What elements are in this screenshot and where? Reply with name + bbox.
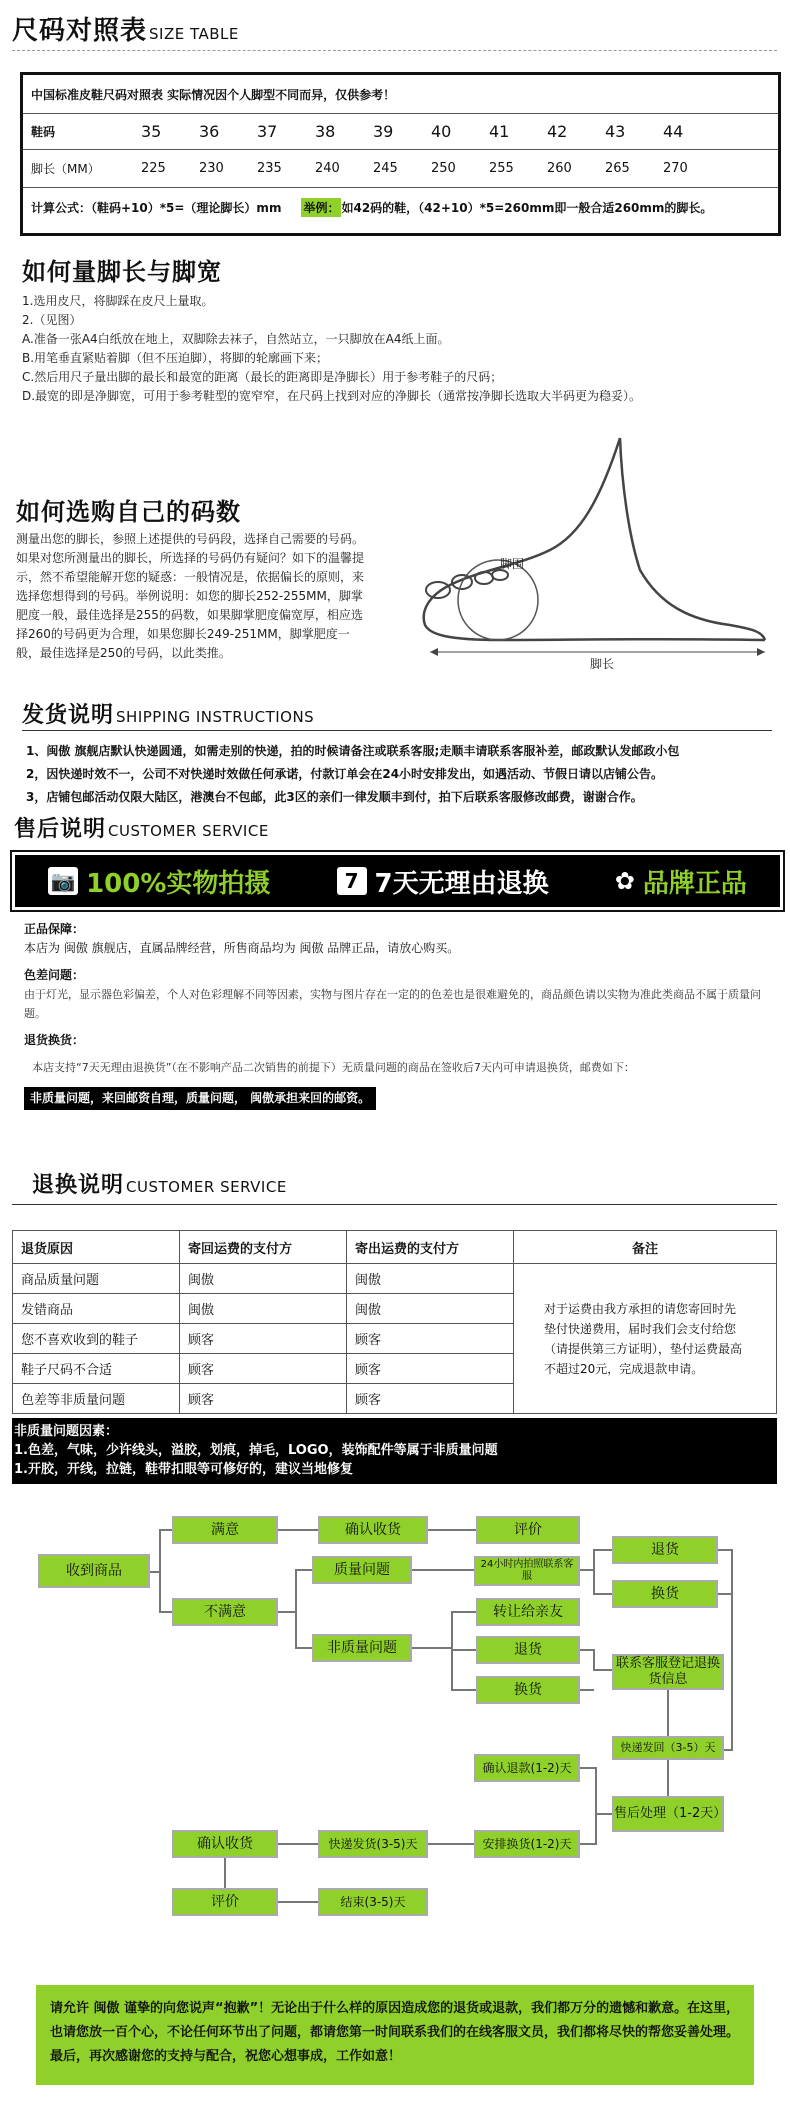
shipping-list [26, 740, 786, 809]
genuine-title: 正品保障： [24, 922, 85, 936]
flow-review: 评价 [476, 1516, 580, 1544]
size-cell: 39 [373, 121, 394, 141]
formula-row [23, 187, 778, 227]
table-remark: 对于运费由我方承担的请您寄回时先垫付快递费用，届时我们会支付给您（请提供第三方证明），垫付运费最高不超过20元，完成退款申请。 [514, 1264, 777, 1414]
table-header-cell: 退货原因 [13, 1231, 180, 1264]
size-cell: 44 [663, 121, 684, 141]
measure-line: D.最宽的即是净脚宽，可用于参考鞋型的宽窄窄，在尺码上找到对应的净脚长（通常按净脚长选取大半码更为稳妥）。 [22, 389, 642, 403]
flow-return: 退货 [612, 1536, 718, 1564]
flow-exchange: 换货 [612, 1580, 718, 1608]
length-cell: 250 [431, 160, 456, 176]
length-cell: 260 [547, 160, 572, 176]
measure-line: 1.选用皮尺，将脚踩在皮尺上量取。 [22, 294, 214, 308]
length-cell: 235 [257, 160, 282, 176]
flow-confirm-receipt: 确认收货 [318, 1516, 428, 1544]
choose-text: 测量出您的脚长，参照上述提供的号码段，选择自己需要的号码。如果对您所测量出的脚长，所选择的号码仍有疑问？如下的温馨提示，然不希望能解开您的疑惑：一般情况是，依据偏长的原则，来选择您想得到的号码。举例说明：如您的脚长252-255MM，脚掌肥度一般，最佳选择是255的码数，如果脚掌肥度偏宽厚，相应选择260的号码更为合理，如果您脚长249-251MM，脚掌肥度一般，最佳选择是250的号码，以此类推。 [16, 532, 365, 660]
size-table-title-en: SIZE TABLE [149, 25, 239, 43]
measure-line: C.然后用尺子量出脚的最长和最宽的距离（最长的距离即是净脚长）用于参考鞋子的尺码； [22, 370, 503, 384]
length-cell: 255 [489, 160, 514, 176]
badge-genuine-text: 品牌正品 [642, 868, 747, 899]
color-text: 由于灯光，显示器色彩偏差，个人对色彩理解不同等因素，实物与图片存在一定的的色差也是很难避免的，商品颜色请以实物为准此类商品不属于质量问题。 [24, 988, 761, 1020]
table-row [13, 1264, 777, 1294]
service-title-zh: 售后说明 [14, 817, 107, 842]
badge-seven-day-text: 7天无理由退换 [374, 868, 549, 899]
shipping-title [22, 698, 314, 729]
return-note: 非质量问题，来回邮资自理，质量问题， 闽傲承担来回的邮资。 [24, 1087, 376, 1110]
example-tag: 举例： [301, 198, 341, 217]
length-cells [141, 161, 778, 176]
size-cell: 37 [257, 121, 278, 141]
flow-review-2: 评价 [172, 1888, 278, 1916]
flow-receive: 收到商品 [38, 1554, 150, 1588]
table-cell: 商品质量问题 [13, 1264, 180, 1294]
flow-after-sale: 售后处理（1-2天） [612, 1796, 724, 1832]
genuine-text: 本店为 闽傲 旗舰店，直属品牌经营，所售商品均为 闽傲 品牌正品，请放心购买。 [24, 941, 460, 955]
length-cell: 230 [199, 160, 224, 176]
foot-length-label: 脚长 [590, 657, 615, 670]
table-cell: 顾客 [347, 1354, 514, 1384]
table-cell: 发错商品 [13, 1294, 180, 1324]
table-cell: 闽傲 [180, 1294, 347, 1324]
size-row [23, 113, 778, 150]
size-cell: 43 [605, 121, 626, 141]
size-cell: 40 [431, 121, 452, 141]
service-badges [12, 852, 783, 910]
flow-satisfied: 满意 [172, 1516, 278, 1544]
flow-unsatisfied: 不满意 [172, 1598, 278, 1626]
size-label: 鞋码 [31, 124, 56, 139]
measure-title: 如何量脚长与脚宽 [22, 258, 222, 286]
size-cell: 41 [489, 121, 510, 141]
badge-genuine [615, 863, 747, 900]
table-cell: 您不喜欢收到的鞋子 [13, 1324, 180, 1354]
service-title [14, 812, 269, 843]
flow-finish: 结束(3-5)天 [318, 1888, 428, 1916]
size-cell: 36 [199, 121, 220, 141]
ribbon-icon: ✿ [614, 867, 635, 895]
divider [12, 1204, 777, 1205]
table-cell: 闽傲 [180, 1264, 347, 1294]
flow-arrange-exchange: 安排换货(1-2)天 [474, 1830, 580, 1858]
table-header-cell: 寄回运费的支付方 [180, 1231, 347, 1264]
flow-exchange-2: 换货 [476, 1676, 580, 1704]
table-cell: 闽傲 [347, 1294, 514, 1324]
flow-express-ship: 快递发回（3-5）天 [612, 1736, 724, 1760]
exchange-table [12, 1230, 777, 1414]
length-cell: 265 [605, 160, 630, 176]
size-cells [141, 122, 778, 141]
length-label: 脚长（MM） [31, 161, 100, 176]
table-header-row [13, 1231, 777, 1264]
size-table-title-zh: 尺码对照表 [12, 16, 148, 46]
length-row [23, 149, 778, 188]
shipping-title-en: SHIPPING INSTRUCTIONS [116, 708, 315, 726]
measure-line: B.用笔垂直紧贴着脚（但不压迫脚），将脚的轮廓画下来； [22, 351, 329, 365]
length-cell: 245 [373, 160, 398, 176]
exchange-title-zh: 退换说明 [32, 1173, 125, 1198]
length-cell: 225 [141, 160, 166, 176]
formula-text: 计算公式：（鞋码+10）*5=（理论脚长）mm [31, 200, 282, 215]
nonquality-line: 1.色差，气味，少许线头，溢胶，划痕，掉毛，LOGO，装饰配件等属于非质量问题 [14, 1443, 498, 1458]
flow-photo-contact: 24小时内拍照联系客服 [474, 1556, 580, 1586]
apology-banner: 请允许 闽傲 谨挚的向您说声“抱歉”！无论出于什么样的原因造成您的退货或退款，我们都万分的遗憾和歉意。在这里，也请您放一百个心，不论任何环节出了问题，都请您第一时间联系我们的在线客服文员，我们都将尽快的帮您妥善处理。最后，再次感谢您的支持与配合，祝您心想事成，工作如意！ [36, 1985, 754, 2085]
table-cell: 顾客 [180, 1324, 347, 1354]
shipping-item: 1、闽傲 旗舰店默认快递圆通，如需走别的快递，拍的时候请备注或联系客服;走顺丰请联系客服补差，邮政默认发邮政小包 [26, 744, 680, 758]
divider [22, 730, 772, 731]
measure-line: 2.（见图） [22, 313, 82, 327]
nonquality-title: 非质量问题因素： [14, 1424, 119, 1439]
example-text: 如42码的鞋，（42+10）*5=260mm即一般合适260mm的脚长。 [341, 200, 713, 215]
badge-seven-day [337, 863, 549, 900]
badge-photo [48, 863, 270, 900]
exchange-title-en: CUSTOMER SERVICE [126, 1178, 287, 1196]
table-cell: 顾客 [180, 1354, 347, 1384]
service-body [24, 920, 764, 1110]
flow-confirm-receipt-2: 确认收货 [172, 1830, 278, 1858]
flow-express-send: 快递发货(3-5)天 [318, 1830, 428, 1858]
size-table-header: 中国标准皮鞋尺码对照表 实际情况因个人脚型不同而异，仅供参考！ [31, 87, 396, 102]
foot-width-label: 脚围 [500, 557, 525, 571]
length-cell: 270 [663, 160, 688, 176]
table-header-cell: 寄出运费的支付方 [347, 1231, 514, 1264]
shipping-title-zh: 发货说明 [22, 703, 115, 728]
flow-confirm-refund: 确认退款(1-2)天 [474, 1754, 580, 1782]
table-cell: 顾客 [347, 1324, 514, 1354]
flow-return-2: 退货 [476, 1636, 580, 1664]
size-cell: 42 [547, 121, 568, 141]
measure-text [22, 292, 762, 406]
return-title: 退货换货： [24, 1033, 85, 1047]
nonquality-band [12, 1418, 777, 1484]
table-cell: 顾客 [347, 1384, 514, 1414]
table-header-cell: 备注 [514, 1231, 777, 1264]
size-table-title [12, 10, 239, 47]
size-cell: 38 [315, 121, 336, 141]
camera-icon: 📷 [48, 867, 78, 895]
shipping-item: 3，店铺包邮活动仅限大陆区，港澳台不包邮，此3区的亲们一律发顺丰到付，拍下后联系客服修改邮费，谢谢合作。 [26, 790, 643, 804]
divider [12, 50, 777, 51]
table-cell: 鞋子尺码不合适 [13, 1354, 180, 1384]
service-title-en: CUSTOMER SERVICE [108, 822, 269, 840]
flow-contact-register: 联系客服登记退换货信息 [612, 1654, 724, 1690]
flow-nonquality-issue: 非质量问题 [312, 1634, 412, 1662]
seven-icon: 7 [337, 867, 367, 895]
size-table-header-row [23, 75, 778, 114]
measure-line: A.准备一张A4白纸放在地上，双脚除去袜子，自然站立，一只脚放在A4纸上面。 [22, 332, 450, 346]
table-cell: 闽傲 [347, 1264, 514, 1294]
length-cell: 240 [315, 160, 340, 176]
table-cell: 顾客 [180, 1384, 347, 1414]
table-cell: 色差等非质量问题 [13, 1384, 180, 1414]
nonquality-line: 1.开胶，开线，拉链，鞋带扣眼等可修好的，建议当地修复 [14, 1462, 353, 1477]
flow-quality-issue: 质量问题 [312, 1556, 412, 1584]
badge-photo-text: 100%实物拍摄 [86, 868, 271, 899]
foot-diagram [390, 430, 780, 670]
flow-transfer-friend: 转让给亲友 [476, 1598, 580, 1626]
shipping-item: 2，因快递时效不一，公司不对快递时效做任何承诺，付款订单会在24小时安排发出，如遇活动、节假日请以店铺公告。 [26, 767, 664, 781]
return-text: 本店支持“7天无理由退换货”（在不影响产品二次销售的前提下）无质量问题的商品在签收后7天内可申请退换货，邮费如下： [32, 1061, 635, 1074]
exchange-title [32, 1168, 287, 1199]
size-table [20, 72, 781, 236]
size-cell: 35 [141, 121, 162, 141]
choose-title: 如何选购自己的码数 [16, 498, 241, 526]
color-title: 色差问题： [24, 968, 85, 982]
